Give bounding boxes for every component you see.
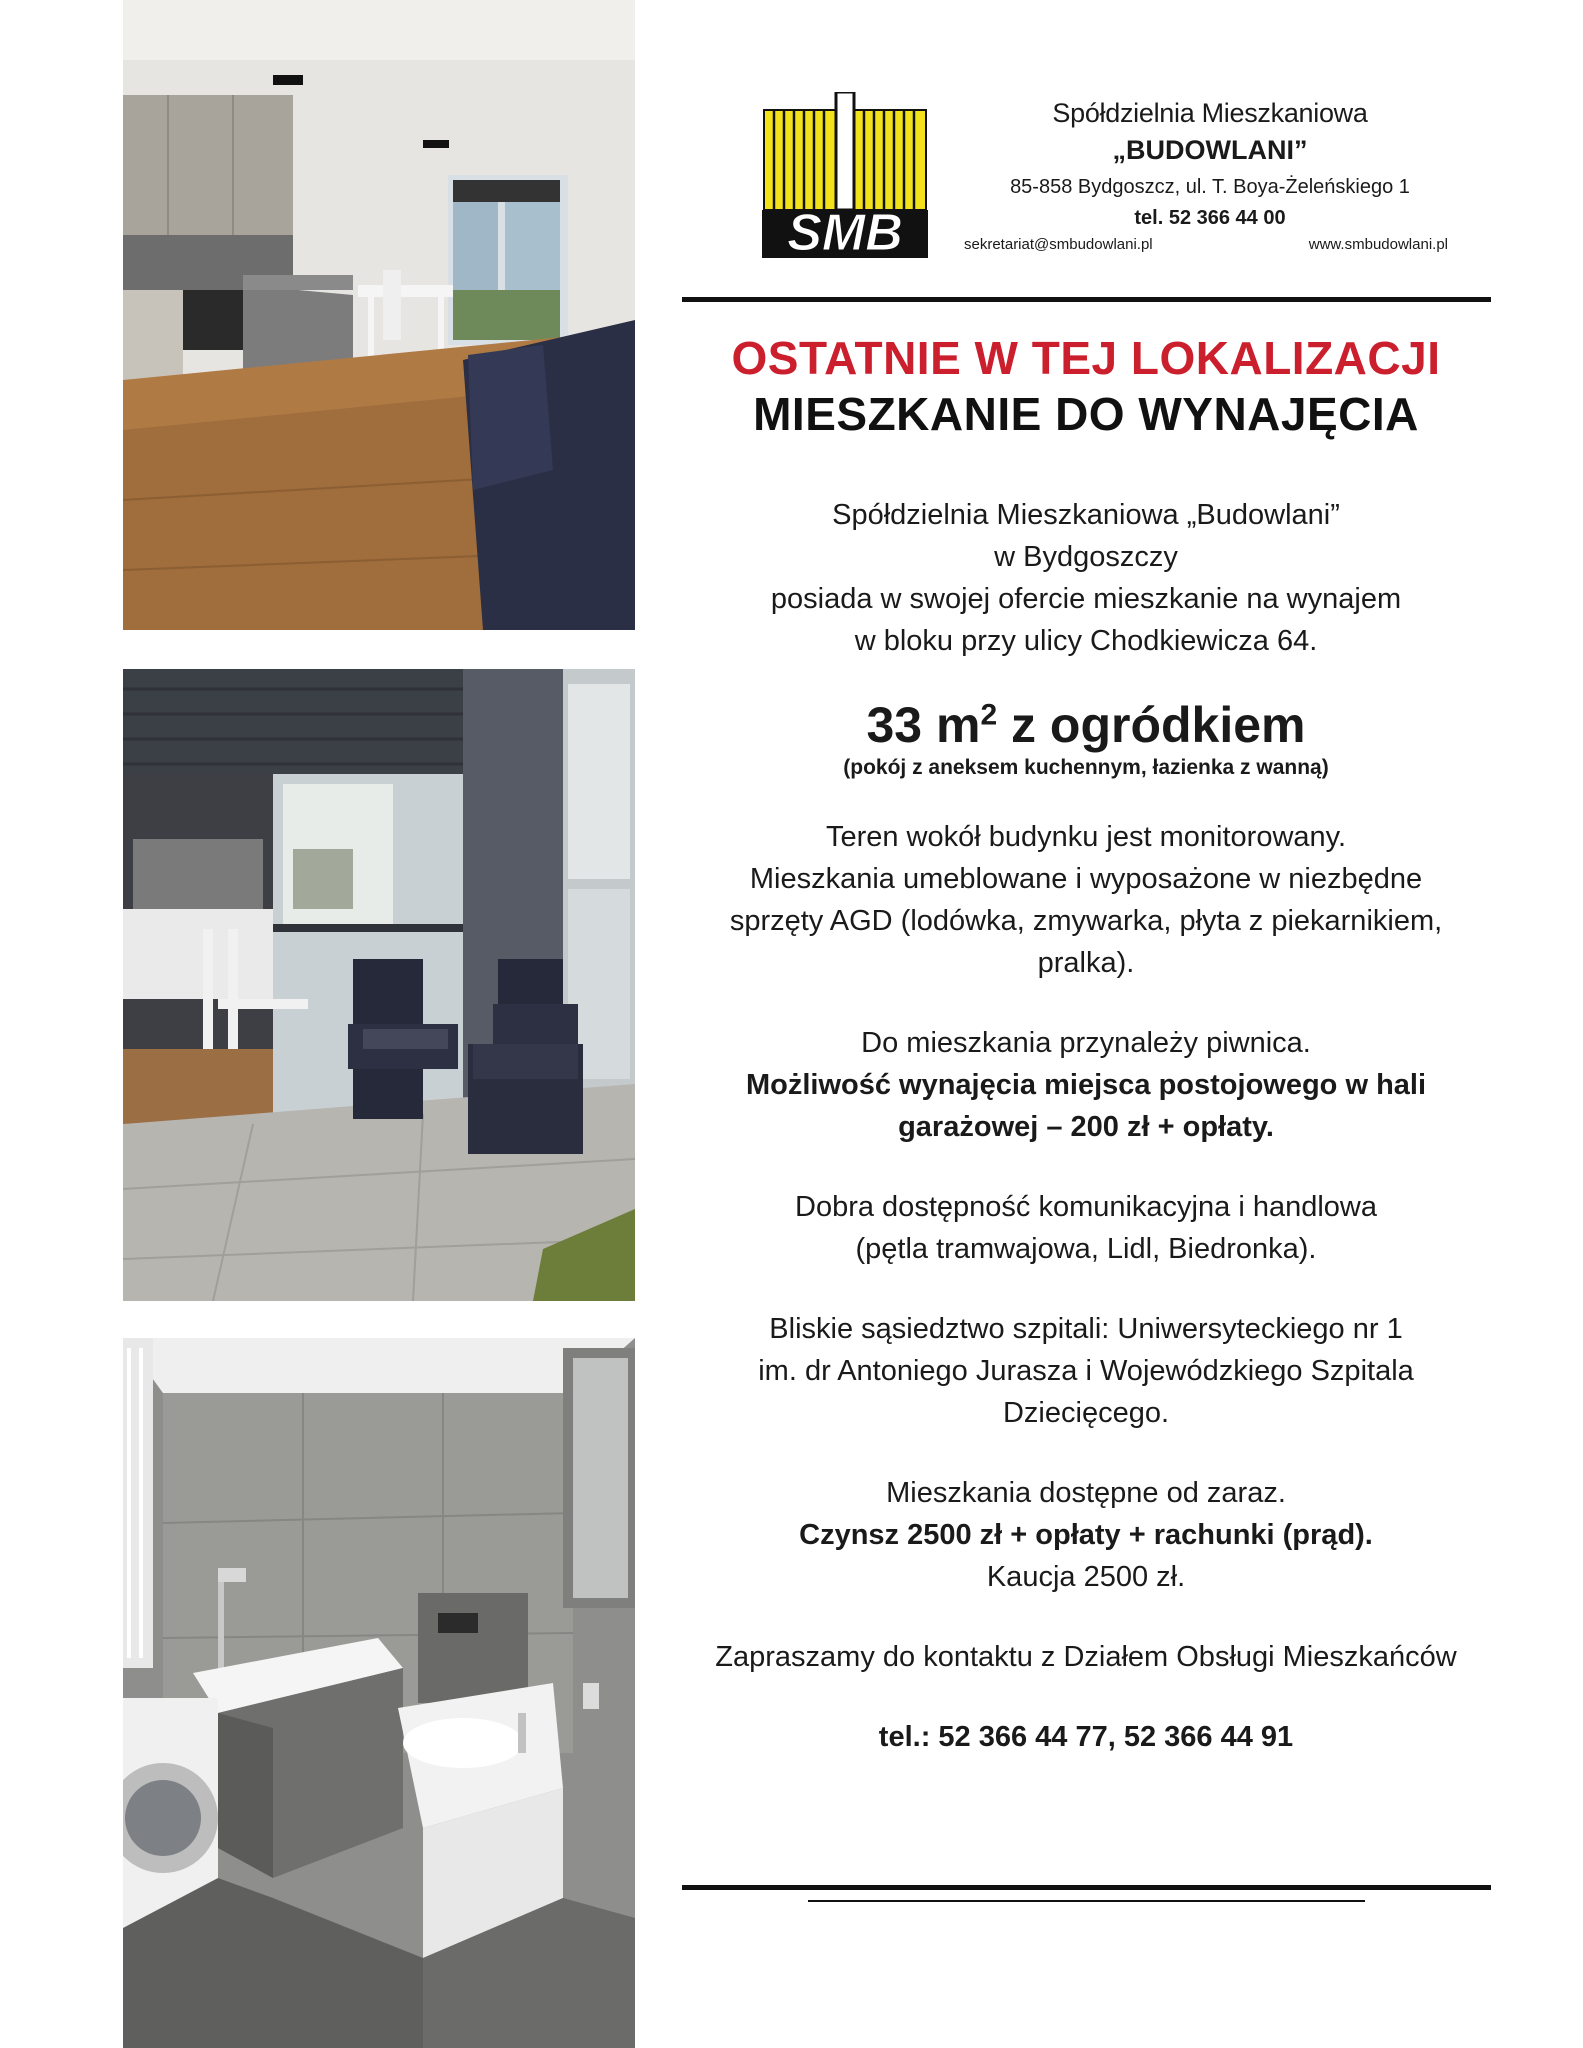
availability-paragraph <box>680 1472 1492 1598</box>
org-name: Spółdzielnia Mieszkaniowa <box>1052 98 1368 128</box>
divider-bottom <box>682 1885 1491 1890</box>
features-line: Mieszkania umeblowane i wyposażone w niezbędne <box>749 863 1423 895</box>
features-line: sprzęty AGD (lodówka, zmywarka, płyta z piekarnikiem, <box>729 905 1443 937</box>
contact-invite: Zapraszamy do kontaktu z Działem Obsługi Mieszkańców <box>715 1641 1457 1673</box>
basement-paragraph <box>680 1022 1492 1148</box>
logo-text: SMB <box>787 204 903 260</box>
hospitals-line: Bliskie sąsiedztwo szpitali: Uniwersyteckiego nr 1 <box>769 1313 1403 1345</box>
parking-line: Możliwość wynajęcia miejsca postojowego w hali <box>745 1069 1427 1101</box>
org-email[interactable]: sekretariat@smbudowlani.pl <box>964 236 1153 253</box>
org-name-quoted: „BUDOWLANI” <box>1112 135 1308 165</box>
basement-line: Do mieszkania przynależy piwnica. <box>861 1027 1311 1059</box>
divider-top <box>682 297 1491 302</box>
intro-line: Spółdzielnia Mieszkaniowa „Budowlani” <box>832 499 1340 531</box>
contact-phones[interactable]: tel.: 52 366 44 77, 52 366 44 91 <box>878 1721 1294 1753</box>
organisation-info <box>950 98 1470 253</box>
features-line: pralka). <box>1037 947 1135 979</box>
org-phone: tel. 52 366 44 00 <box>1134 207 1286 229</box>
access-line: Dobra dostępność komunikacyjna i handlowa <box>795 1191 1377 1223</box>
availability-line: Mieszkania dostępne od zaraz. <box>886 1477 1286 1509</box>
hospitals-paragraph <box>680 1308 1492 1434</box>
terrace-patio-photo <box>123 669 635 1301</box>
deposit-line: Kaucja 2500 zł. <box>986 1561 1186 1593</box>
org-website[interactable]: www.smbudowlani.pl <box>1308 236 1448 253</box>
rent-line: Czynsz 2500 zł + opłaty + rachunki (prąd). <box>799 1519 1373 1551</box>
apartment-size <box>680 696 1492 754</box>
hospitals-line: Dziecięcego. <box>1002 1397 1170 1429</box>
intro-line: posiada w swojej ofercie mieszkanie na wynajem <box>770 583 1402 615</box>
divider-thin <box>808 1900 1365 1902</box>
org-address: 85-858 Bydgoszcz, ul. T. Boya-Żeleńskiego 1 <box>1010 176 1410 198</box>
hospitals-line: im. dr Antoniego Jurasza i Wojewódzkiego Szpitala <box>758 1355 1414 1387</box>
intro-paragraph <box>680 494 1492 662</box>
headline-black: MIESZKANIE DO WYNAJĘCIA <box>753 388 1419 440</box>
apartment-layout: (pokój z aneksem kuchennym, łazienka z wanną) <box>843 756 1329 779</box>
size-number: 33 m <box>866 697 981 753</box>
intro-line: w Bydgoszczy <box>994 541 1178 573</box>
letterhead <box>760 92 1495 272</box>
size-superscript: 2 <box>980 698 998 732</box>
parking-price: garażowej – 200 zł + opłaty. <box>898 1111 1274 1143</box>
smb-logo <box>760 92 930 260</box>
size-garden: z ogródkiem <box>997 697 1306 753</box>
access-paragraph <box>680 1186 1492 1270</box>
bathroom-photo <box>123 1338 635 2048</box>
access-line: (pętla tramwajowa, Lidl, Biedronka). <box>855 1233 1317 1265</box>
features-paragraph <box>680 816 1492 984</box>
features-line: Teren wokół budynku jest monitorowany. <box>825 821 1347 853</box>
headline-red: OSTATNIE W TEJ LOKALIZACJI <box>731 332 1441 384</box>
kitchen-living-room-photo <box>123 0 635 630</box>
announcement <box>680 330 1492 1758</box>
intro-line: w bloku przy ulicy Chodkiewicza 64. <box>854 625 1318 657</box>
